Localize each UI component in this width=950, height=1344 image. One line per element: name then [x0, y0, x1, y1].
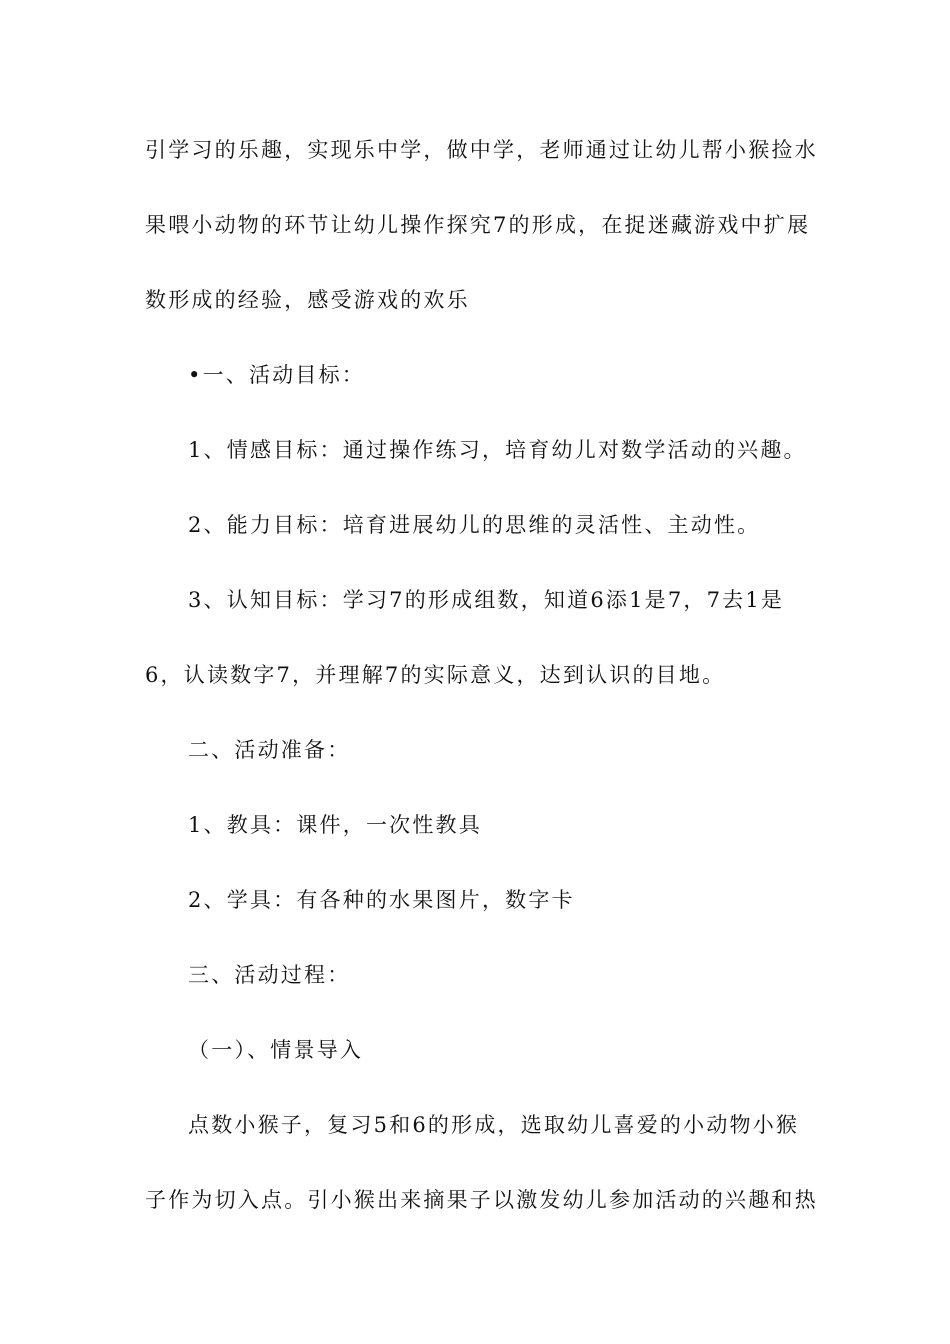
goal-item-3-continued: 6，认读数字7，并理解7的实际意义，达到认识的目地。 [145, 663, 726, 687]
paragraph-intro-line-2: 子作为切入点。引小猴出来摘果子以激发幼儿参加活动的兴趣和热 [145, 1188, 818, 1212]
paragraph-line-3: 数形成的经验，感受游戏的欢乐 [145, 288, 470, 312]
section-heading-goals: •一、活动目标： [188, 363, 365, 387]
goal-item-1: 1、情感目标：通过操作练习，培育幼儿对数学活动的兴趣。 [188, 438, 807, 462]
preparation-item-1: 1、教具：课件，一次性教具 [188, 813, 482, 837]
subsection-heading-intro: （一）、情景导入 [188, 1038, 364, 1062]
goal-item-2: 2、能力目标：培育进展幼儿的思维的灵活性、主动性。 [188, 513, 761, 537]
paragraph-intro-line-1: 点数小猴子，复习5和6的形成，选取幼儿喜爱的小动物小猴 [188, 1113, 800, 1137]
preparation-item-2: 2、学具：有各种的水果图片，数字卡 [188, 888, 575, 912]
paragraph-line-1: 引学习的乐趣，实现乐中学，做中学，老师通过让幼儿帮小猴捡水 [145, 138, 818, 162]
paragraph-line-2: 果喂小动物的环节让幼儿操作探究7的形成，在捉迷藏游戏中扩展 [145, 213, 811, 237]
goal-item-3: 3、认知目标：学习7的形成组数，知道6添1是7，7去1是 [188, 588, 785, 612]
section-heading-preparation: 二、活动准备： [188, 738, 351, 762]
section-heading-process: 三、活动过程： [188, 963, 351, 987]
